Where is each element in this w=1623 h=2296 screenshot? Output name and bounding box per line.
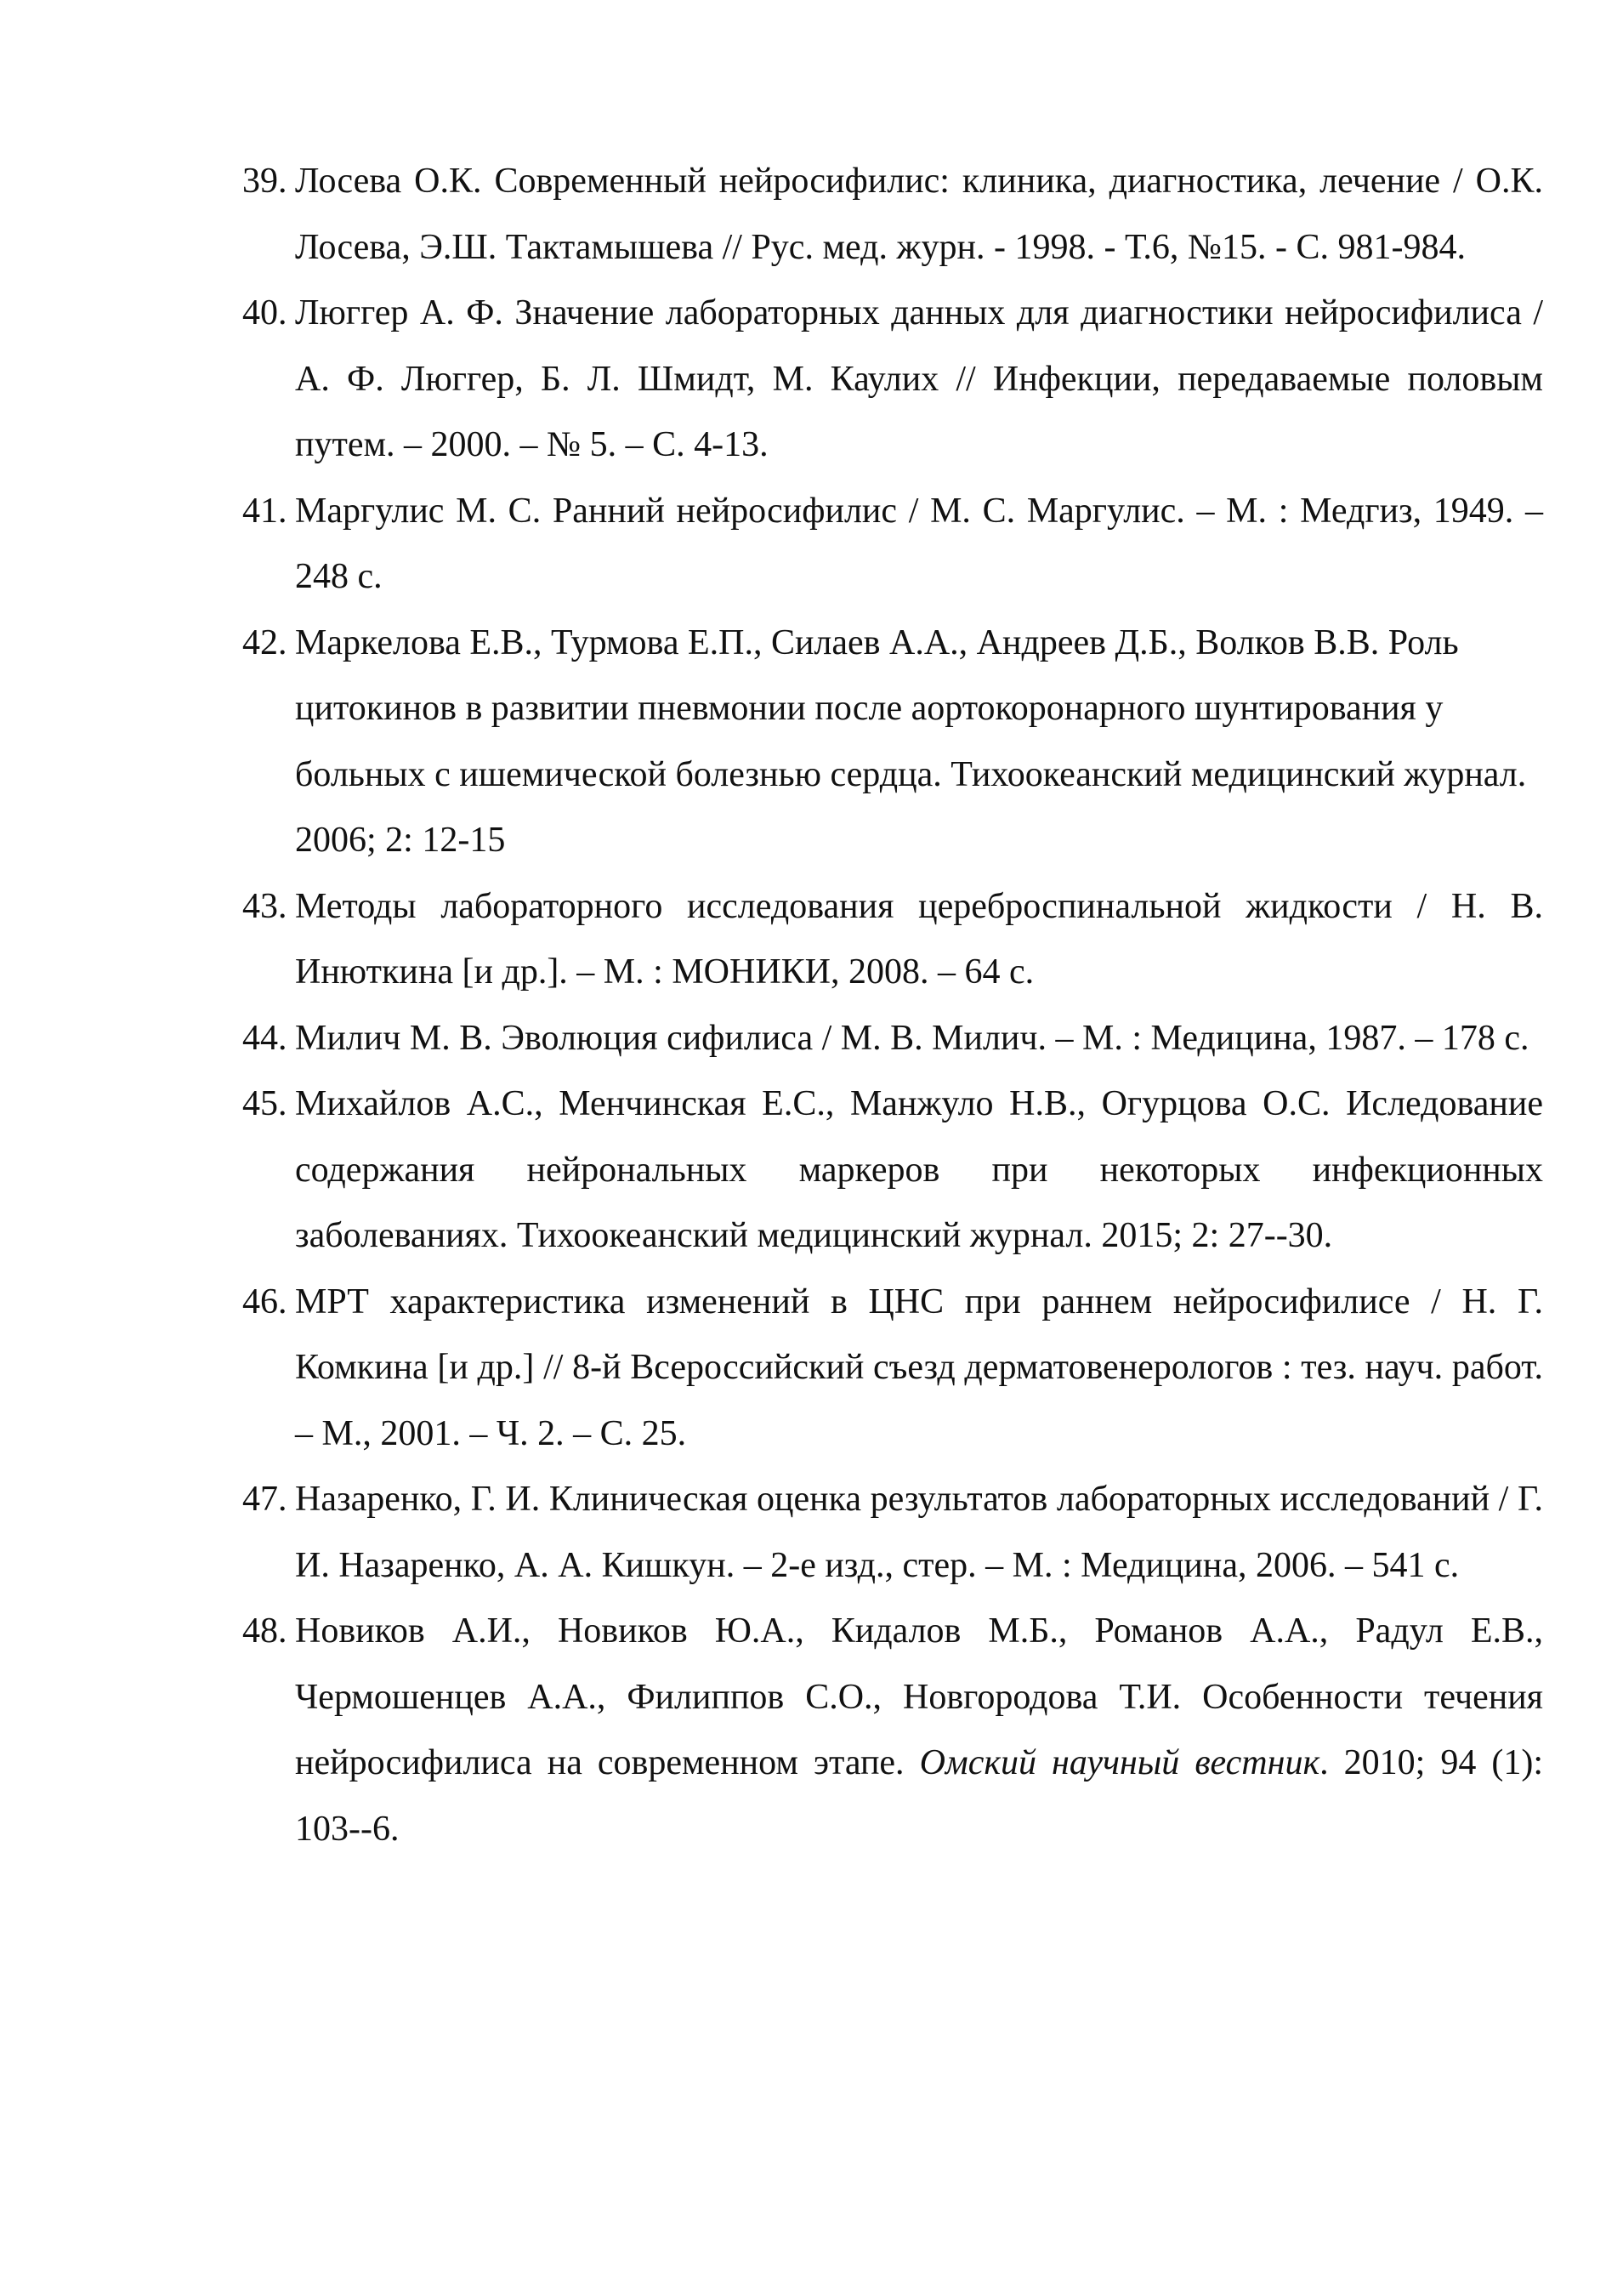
reference-number: 40. [242,293,287,332]
reference-item-47 [242,1467,1543,1599]
reference-number: 44. [242,1018,287,1058]
reference-item-44 [242,1006,1543,1072]
reference-text [295,1599,1543,1862]
reference-item-42 [242,611,1543,874]
reference-text: МРТ характеристика изменений в ЦНС при раннем нейросифилисе / Н. Г. Комкина [и др.] // 8-й Всероссийский съезд дерматовенерологов : тез. науч. работ. – М., 2001. – Ч. 2. – С. 25. [295,1282,1543,1453]
reference-item-41 [242,479,1543,611]
reference-item-45 [242,1071,1543,1270]
reference-number: 43. [242,886,287,926]
reference-number: 42. [242,622,287,662]
reference-number: 48. [242,1611,287,1651]
reference-number: 39. [242,162,287,201]
journal-title-italic: Омский научный вестник [919,1743,1320,1782]
reference-list [242,149,1543,1862]
reference-item-48 [242,1599,1543,1862]
reference-number: 46. [242,1282,287,1321]
reference-text: Назаренко, Г. И. Клиническая оценка результатов лабораторных исследований / Г. И. Назаренко, А. А. Кишкун. – 2-е изд., стер. – М. : Медицина, 2006. – 541 с. [295,1480,1543,1585]
reference-number: 45. [242,1084,287,1123]
reference-text: Михайлов А.С., Менчинская Е.С., Манжуло Н.В., Огурцова О.С. Иследование содержания нейрональных маркеров при некоторых инфекционных заболеваниях. Тихоокеанский медицинский журнал. 2015; 2: 27--30. [295,1084,1543,1255]
reference-text: Лосева О.К. Современный нейросифилис: клиника, диагностика, лечение / О.К. Лосева, Э.Ш. Тактамышева // Рус. мед. журн. - 1998. - Т.6, №15. - С. 981-984. [295,162,1543,267]
reference-text: Люггер А. Ф. Значение лабораторных данных для диагностики нейросифилиса / А. Ф. Люггер, Б. Л. Шмидт, М. Каулих // Инфекции, передаваемые половым путем. – 2000. – № 5. – С. 4-13. [295,293,1543,464]
reference-text-main: Новиков А.И., Новиков Ю.А., Кидалов М.Б., Романов А.А., Радул Е.В., Чермошенцев А.А., Филиппов С.О., Новгородова Т.И. Особенности течения нейросифилиса на современном этапе. [295,1611,1543,1782]
reference-text: Маргулис М. С. Ранний нейросифилис / М. С. Маргулис. – М. : Медгиз, 1949. – 248 с. [295,491,1543,596]
reference-text-tail: . 2010; 94 (1): 103--6. [295,1743,1543,1849]
reference-item-39 [242,149,1543,281]
reference-item-43 [242,874,1543,1006]
reference-text: Милич М. В. Эволюция сифилиса / М. В. Милич. – М. : Медицина, 1987. – 178 с. [295,1018,1529,1058]
reference-item-40 [242,281,1543,479]
reference-text: Маркелова Е.В., Турмова Е.П., Силаев А.А., Андреев Д.Б., Волков В.В. Роль цитокинов в развитии пневмонии после аортокоронарного шунтирования у больных с ишемической болезнью сердца. Тихоокеанский медицинский журнал. 2006; 2: 12-15 [295,622,1527,860]
reference-number: 47. [242,1480,287,1519]
reference-number: 41. [242,491,287,531]
reference-item-46 [242,1270,1543,1468]
reference-text: Методы лабораторного исследования цереброспинальной жидкости / Н. В. Инюткина [и др.]. – М. : МОНИКИ, 2008. – 64 с. [295,886,1543,992]
